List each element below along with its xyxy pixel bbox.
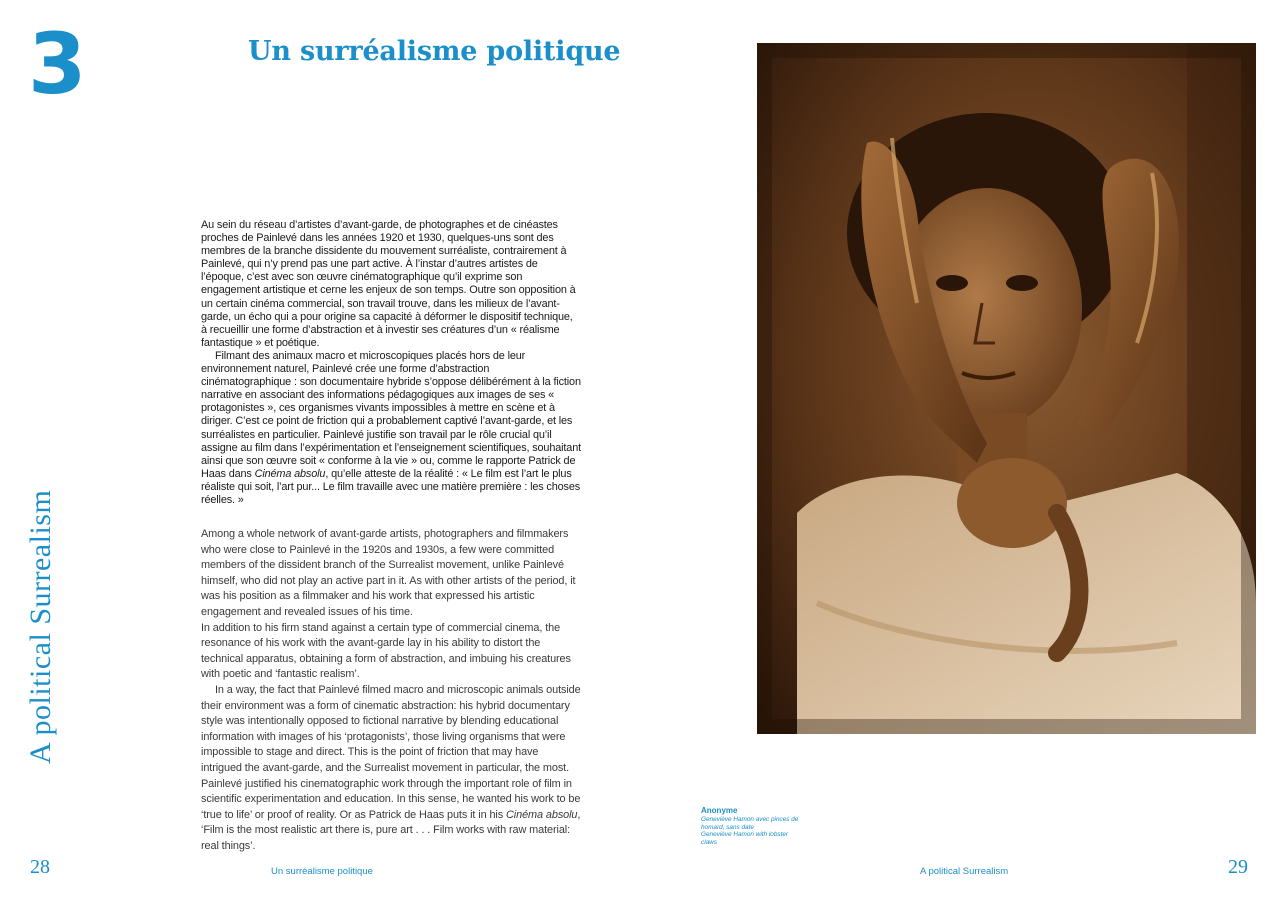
french-body-text — [201, 219, 581, 507]
english-paragraph-3 — [201, 683, 581, 855]
chapter-number: 3 — [28, 15, 87, 113]
page-title: Un surréalisme politique — [248, 36, 621, 67]
photo-illustration — [757, 43, 1256, 734]
english-paragraph-3-text: In a way, the fact that Painlevé filmed macro and microscopic animals outside their environment was a form of cinematic abstraction: his hybrid documentary style was intentionally opposed to fictional narrative by blending educational information with images of his ‘protagonists’, those living organisms that were impossible to stage and direct. This is the point of friction that may have intrigued the avant-garde, and the Surrealist movement in particular, the most. Painlevé justified his cinematographic work through the important role of film in scientific experimentation and education. In this sense, he wanted his work to be ‘true to life’ or proof of reality. Or as Patrick de Haas puts it in his — [201, 683, 581, 821]
sepia-photograph — [757, 43, 1256, 734]
english-paragraph-2: In addition to his firm stand against a certain type of commercial cinema, the resonance of his work with the avant-garde lay in his ability to distort the technical apparatus, obtaining a form of abstraction, and imbuing his creatures with poetic and ‘fantastic realism’. — [201, 621, 571, 681]
caption-english: Geneviève Hamon with lobster claws — [701, 831, 789, 846]
english-paragraph-3-end: , ‘Film is the most realistic art there is, pure art . . . Film works with raw material: real things’. — [201, 808, 581, 852]
french-book-title: Cinéma absolu — [254, 467, 326, 480]
hands-shape — [957, 458, 1067, 548]
english-book-title: Cinéma absolu — [506, 808, 578, 821]
english-paragraph-1: Among a whole network of avant-garde artists, photographers and filmmakers who were close to Painlevé in the 1920s and 1930s, a few were committed members of the dissident branch of the Surrealist movement, unlike Painlevé himself, who did not play an active part in it. As with other artists of the period, it was his position as a filmmaker and his work that expressed his artistic engagement and revealed issues of his time. — [201, 528, 576, 618]
french-paragraph-2 — [201, 350, 581, 507]
french-paragraph-2-text: Filmant des animaux macro et microscopiques placés hors de leur environnement naturel, Painlevé crée une forme d’abstraction cinématographique : son documentaire hybride s’oppose délibérément à la fiction narrative en associant des informations pédagogiques aux images de ses « protagonistes », ces organismes vivants impossibles à mettre en scène et à diriger. C’est ce point de friction qui a probablement captivé l’avant-garde, et les surréalistes en particulier. Painlevé justifie son travail par le rôle crucial qu’il assigne au film dans l’expérimentation et l’enseignement scientifiques, souhaitant ainsi que son œuvre soit « conforme à la vie » ou, comme le rapporte Patrick de Haas dans — [201, 349, 581, 480]
french-paragraph-2-end: , qu’elle atteste de la réalité : « Le film est l’art le plus réaliste qui soit, l’art pur... Le film travaille avec une matière première : les choses réelles. » — [201, 467, 581, 506]
vertical-english-title: A political Surrealism — [24, 489, 57, 764]
english-body-text — [201, 527, 581, 854]
caption-french: Geneviève Hamon avec pinces de homard, sans date — [701, 816, 799, 831]
running-head-right: A political Surrealism — [920, 866, 1009, 877]
running-head-left: Un surréalisme politique — [271, 866, 373, 877]
photo-caption — [701, 806, 801, 846]
caption-author: Anonyme — [701, 806, 738, 815]
french-paragraph-1: Au sein du réseau d’artistes d’avant-garde, de photographes et de cinéastes proches de Painlevé dans les années 1920 et 1930, quelques-uns sont des membres de la branche dissidente du mouvement surréaliste, contrairement à Painlevé, qui n’y prend pas une part active. À l’instar d’autres artistes de l’époque, c’est avec son œuvre cinématographique qu’il exprime son engagement artistique et cerne les enjeux de son temps. Outre son opposition à un certain cinéma commercial, son travail trouve, dans les milieux de l’avant-garde, un écho qui a pour origine sa capacité à déformer le dispositif technique, à recueillir une forme d’abstraction et à investir ses créatures d’un « réalisme fantastique » et poétique. — [201, 219, 576, 349]
page-number-right: 29 — [1228, 856, 1248, 878]
page-number-left: 28 — [30, 856, 50, 878]
